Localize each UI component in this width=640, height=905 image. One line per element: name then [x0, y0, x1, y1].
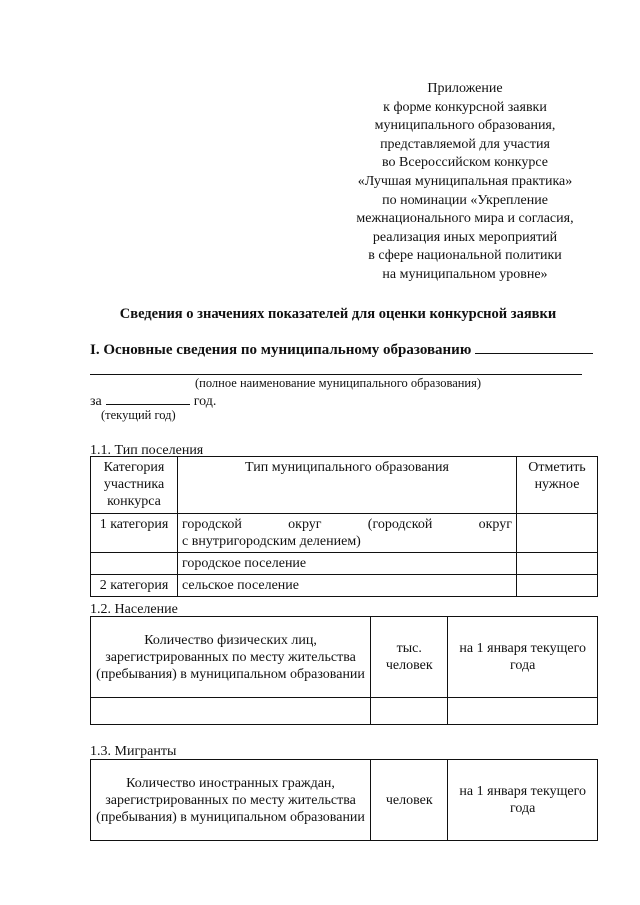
mark-cell[interactable]: [517, 514, 598, 553]
full-name-line: [90, 374, 582, 375]
type-cell: [178, 514, 517, 553]
subsection-heading: 1.3. Мигранты: [90, 744, 177, 759]
type-cell: городское поселение: [178, 553, 517, 575]
table-row: [91, 760, 598, 841]
category-cell: 2 категория: [91, 575, 178, 597]
appendix-note: [330, 80, 600, 285]
appendix-line: реализация иных мероприятий: [372, 229, 558, 245]
appendix-line: «Лучшая муниципальная практика»: [357, 173, 573, 189]
appendix-line: во Всероссийском конкурсе: [382, 155, 548, 171]
municipality-name-blank: [475, 341, 593, 354]
category-cell: [91, 553, 178, 575]
table-row: [91, 698, 598, 725]
type-word: округ: [478, 517, 512, 532]
appendix-line: межнационального мира и согласия,: [356, 211, 574, 227]
type-word: (городской: [367, 517, 433, 532]
table-header-row: [91, 457, 598, 514]
document-title: Сведения о значениях показателей для оценки конкурсной заявки: [119, 306, 557, 322]
type-word: округ: [288, 517, 322, 532]
date-cell: на 1 января текущего года: [448, 760, 598, 841]
settlement-type-table: [90, 456, 598, 597]
value-cell[interactable]: [91, 698, 371, 725]
unit-cell: человек: [371, 760, 448, 841]
population-table: [90, 616, 598, 725]
appendix-line: в сфере национальной политики: [368, 248, 562, 264]
appendix-line: муниципального образования,: [374, 118, 556, 134]
category-cell: 1 категория: [91, 514, 178, 553]
indicator-description: Количество физических лиц, зарегистрированных по месту жительства (пребывания) в муниципальном образовании: [91, 617, 371, 698]
mark-cell[interactable]: [517, 553, 598, 575]
year-suffix: год.: [193, 394, 217, 409]
year-blank: [106, 392, 190, 405]
table-row: [91, 553, 598, 575]
full-name-caption: (полное наименование муниципального образования): [195, 376, 482, 390]
value-cell[interactable]: [448, 698, 598, 725]
appendix-line: по номинации «Укрепление: [382, 192, 548, 208]
table-row: [91, 617, 598, 698]
section-heading: I. Основные сведения по муниципальному образованию: [90, 342, 472, 358]
header-cell: Категория участника конкурса: [91, 457, 178, 514]
value-cell[interactable]: [371, 698, 448, 725]
section-heading-line: [90, 341, 593, 359]
header-cell: Тип муниципального образования: [178, 457, 517, 514]
header-cell: Отметить нужное: [517, 457, 598, 514]
unit-cell: тыс. человек: [371, 617, 448, 698]
table-row: [91, 575, 598, 597]
appendix-line: представляемой для участия: [380, 136, 550, 152]
type-continuation: с внутригородским делением): [182, 534, 361, 549]
type-cell: сельское поселение: [178, 575, 517, 597]
appendix-line: Приложение: [427, 81, 503, 96]
mark-cell[interactable]: [517, 575, 598, 597]
subsection-heading: 1.1. Тип поселения: [90, 443, 204, 458]
appendix-line: к форме конкурсной заявки: [383, 99, 547, 115]
migrants-table: [90, 759, 598, 841]
year-prefix: за: [90, 394, 102, 409]
type-word: городской: [182, 517, 242, 532]
indicator-description: Количество иностранных граждан, зарегистрированных по месту жительства (пребывания) в муниципальном образовании: [91, 760, 371, 841]
date-cell: на 1 января текущего года: [448, 617, 598, 698]
subsection-heading: 1.2. Население: [90, 602, 178, 617]
appendix-line: на муниципальном уровне»: [382, 266, 548, 282]
current-year-caption: (текущий год): [101, 408, 176, 422]
table-row: [91, 514, 598, 553]
